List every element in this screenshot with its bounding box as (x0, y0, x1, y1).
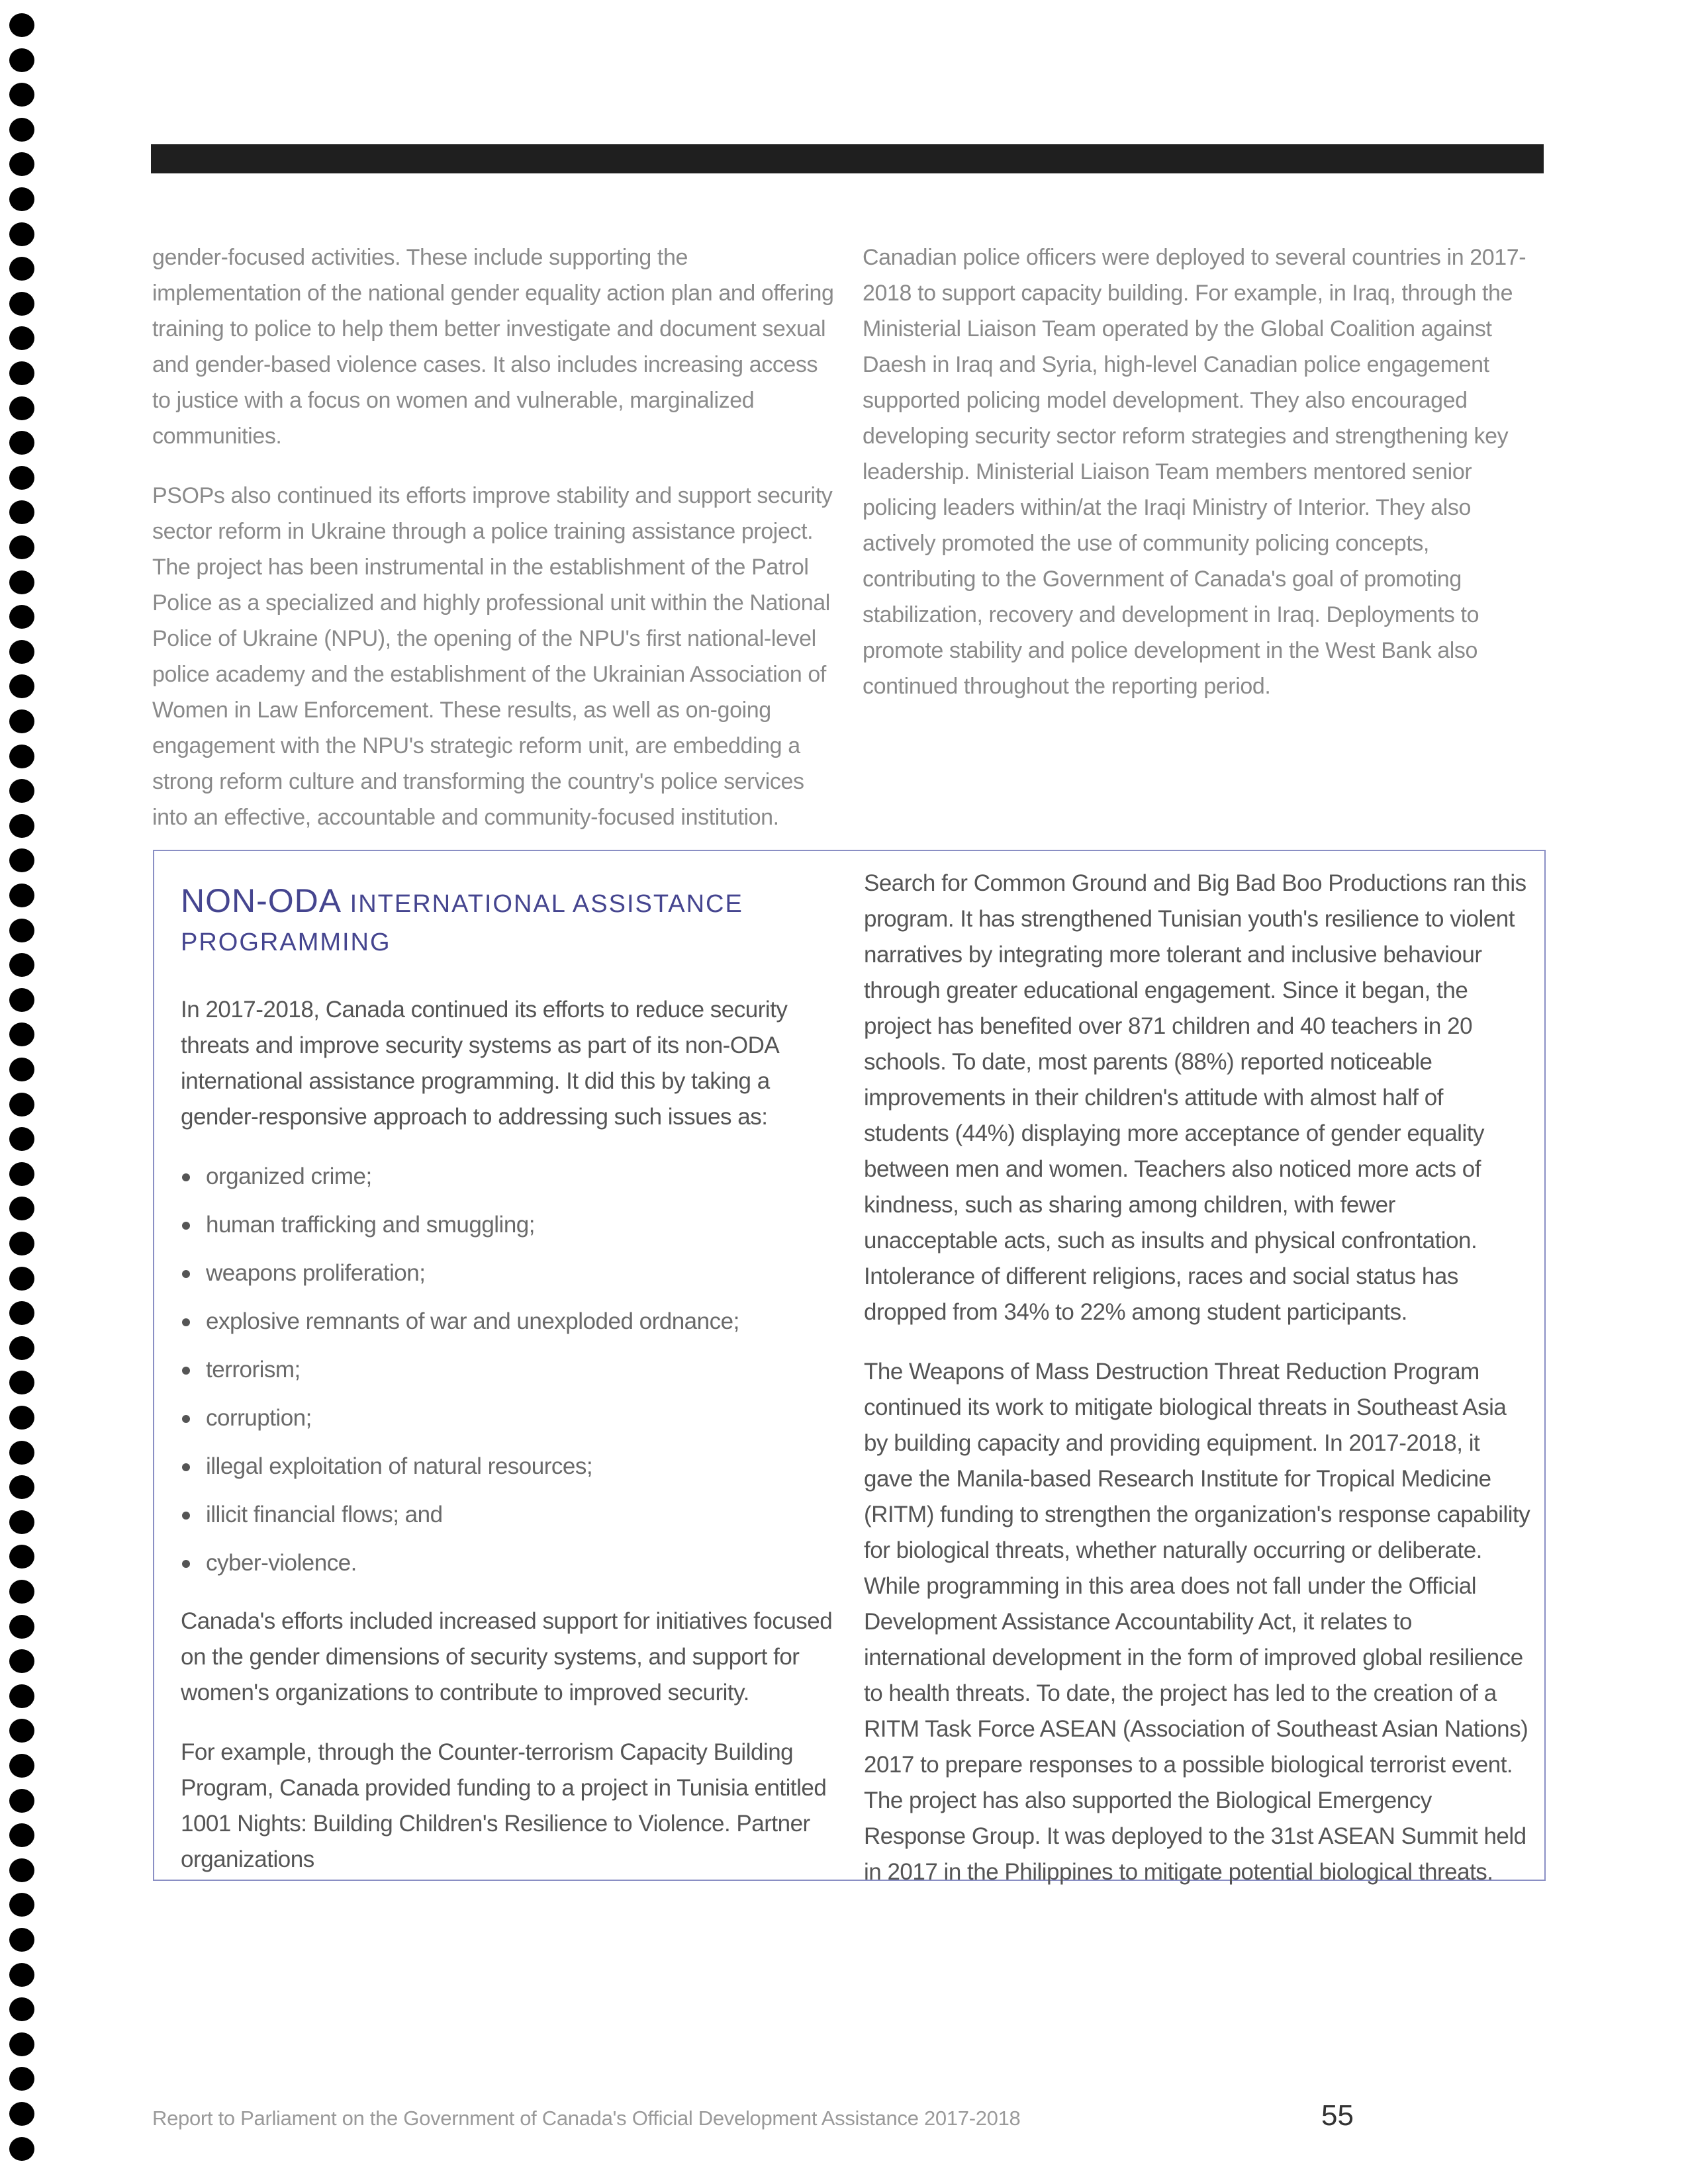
binding-hole-icon (9, 1754, 34, 1778)
binding-hole-icon (9, 1580, 34, 1604)
binding-hole-icon (9, 118, 34, 142)
binding-hole-icon (9, 1684, 34, 1708)
non-oda-sidebar-box (153, 850, 1546, 1885)
binding-hole-icon (9, 814, 34, 838)
binding-hole-icon (9, 1858, 34, 1882)
binding-hole-icon (9, 292, 34, 316)
paragraph: gender-focused activities. These include supporting the implementation of the national gender equality action plan and offering training to police to help them better investigate and document sexual and gender-based violence cases. It also includes increasing access to justice with a focus on women and vulnerable, marginalized communities. (152, 245, 834, 449)
footer-report-title: Report to Parliament on the Government of Canada's Official Development Assistance 2017-2018 (152, 2107, 1021, 2130)
binding-hole-icon (9, 2102, 34, 2126)
binding-hole-icon (9, 1545, 34, 1569)
binding-hole-icon (9, 1197, 34, 1220)
binding-hole-icon (9, 326, 34, 350)
binding-hole-icon (9, 709, 34, 733)
binding-hole-icon (9, 1127, 34, 1151)
binding-hole-icon (9, 2067, 34, 2091)
binding-hole-icon (9, 222, 34, 246)
box-left-text (181, 1604, 849, 1878)
binding-hole-icon (9, 187, 34, 211)
binding-hole-icon (9, 2032, 34, 2056)
binding-hole-icon (9, 1093, 34, 1116)
binding-hole-icon (9, 848, 34, 872)
binding-hole-icon (9, 1371, 34, 1394)
issues-list (181, 1159, 849, 1581)
binding-hole-icon (9, 1719, 34, 1743)
box-intro: In 2017-2018, Canada continued its efforts to reduce security threats and improve security systems as part of its non-ODA international assistance programming. It did this by taking a gender-responsive approach to addressing such issues as: (181, 997, 788, 1130)
binding-hole-icon (9, 919, 34, 942)
top-right-column (863, 240, 1544, 728)
binding-hole-icon (9, 1615, 34, 1639)
binding-hole-icon (9, 1232, 34, 1255)
binding-hole-icon (9, 745, 34, 768)
list-item: weapons proliferation; (181, 1255, 849, 1291)
binding-hole-icon (9, 1823, 34, 1847)
binding-hole-icon (9, 779, 34, 803)
binding-hole-icon (9, 1963, 34, 1987)
list-item: cyber-violence. (181, 1545, 849, 1581)
binding-hole-icon (9, 988, 34, 1012)
binding-hole-icon (9, 1997, 34, 2021)
box-intro-wrap (181, 992, 849, 1135)
header-bar (151, 144, 1544, 173)
binding-hole-icon (9, 1267, 34, 1291)
paragraph: For example, through the Counter-terrorism Capacity Building Program, Canada provided funding to a project in Tunisia entitled 1001 Nights: Building Children's Resilience to Violence. Partner organizations (181, 1739, 827, 1872)
binding-hole-icon (9, 2137, 34, 2161)
binding-hole-icon (9, 1475, 34, 1499)
binding-hole-icon (9, 674, 34, 698)
binding-hole-icon (9, 1162, 34, 1186)
binding-hole-icon (9, 1301, 34, 1325)
top-left-column (152, 240, 834, 859)
binding-hole-icon (9, 466, 34, 490)
box-title (181, 882, 849, 962)
binding-hole-icon (9, 640, 34, 664)
binding-hole-icon (9, 361, 34, 385)
binding-hole-icon (9, 396, 34, 420)
binding-hole-icon (9, 1893, 34, 1917)
box-title-rest: INTERNATIONAL ASSISTANCE PROGRAMMING (181, 890, 743, 956)
binding-hole-icon (9, 83, 34, 107)
binding-hole-icon (9, 1336, 34, 1360)
spiral-binding (9, 13, 36, 2171)
binding-hole-icon (9, 152, 34, 176)
binding-hole-icon (9, 1023, 34, 1046)
binding-hole-icon (9, 1789, 34, 1813)
list-item: illegal exploitation of natural resources; (181, 1449, 849, 1484)
box-title-initial: N (181, 882, 206, 919)
binding-hole-icon (9, 605, 34, 629)
binding-hole-icon (9, 1058, 34, 1081)
binding-hole-icon (9, 884, 34, 907)
page-number: 55 (1321, 2099, 1354, 2132)
list-item: explosive remnants of war and unexploded ordnance; (181, 1304, 849, 1340)
binding-hole-icon (9, 13, 34, 37)
paragraph: Search for Common Ground and Big Bad Boo Productions ran this program. It has strengthened Tunisian youth's resilience to violent narratives by integrating more tolerant and inclusive behaviour through greater educational engagement. Since it began, the project has benefited over 871 children and 40 teachers in 20 schools. To date, most parents (88%) reported noticeable improvements in their children's attitude with almost half of students (44%) displaying more acceptance of gender equality between men and women. Teachers also noticed more acts of kindness, such as sharing among children, with fewer unacceptable acts, such as insults and physical confrontation. Intolerance of different religions, races and social status has dropped from 34% to 22% among student participants. (864, 870, 1526, 1325)
binding-hole-icon (9, 48, 34, 72)
list-item: terrorism; (181, 1352, 849, 1388)
list-item: corruption; (181, 1400, 849, 1436)
list-item: human trafficking and smuggling; (181, 1207, 849, 1243)
paragraph: PSOPs also continued its efforts improve stability and support security sector reform in Ukraine through a police training assistance project. The project has been instrumental in the establishment of the Patrol Police as a specialized and highly professional unit within the National Police of Ukraine (NPU), the opening of the NPU's first national-level police academy and the establishment of the Ukrainian Association of Women in Law Enforcement. These results, as well as on-going engagement with the NPU's strategic reform unit, are embedding a strong reform culture and transforming the country's police services into an effective, accountable and community-focused institution. (152, 483, 833, 830)
binding-hole-icon (9, 1510, 34, 1534)
binding-hole-icon (9, 431, 34, 455)
binding-hole-icon (9, 1441, 34, 1465)
binding-hole-icon (9, 500, 34, 524)
binding-hole-icon (9, 570, 34, 594)
binding-hole-icon (9, 953, 34, 977)
box-right-column (864, 866, 1532, 1914)
binding-hole-icon (9, 1928, 34, 1952)
list-item: organized crime; (181, 1159, 849, 1195)
paragraph: The Weapons of Mass Destruction Threat Reduction Program continued its work to mitigate biological threats in Southeast Asia by building capacity and providing equipment. In 2017-2018, it gave the Manila-based Research Institute for Tropical Medicine (RITM) funding to strengthen the organization's response capability for biological threats, whether naturally occurring or deliberate. While programming in this area does not fall under the Official Development Assistance Accountability Act, it relates to international development in the form of improved global resilience to health threats. To date, the project has led to the creation of a RITM Task Force ASEAN (Association of Southeast Asian Nations) 2017 to prepare responses to a possible biological terrorist event. The project has also supported the Biological Emergency Response Group. It was deployed to the 31st ASEAN Summit held in 2017 in the Philippines to mitigate potential biological threats. (864, 1359, 1530, 1885)
paragraph: Canadian police officers were deployed to several countries in 2017-2018 to support capacity building. For example, in Iraq, through the Ministerial Liaison Team operated by the Global Coalition against Daesh in Iraq and Syria, high-level Canadian police engagement supported policing model development. They also encouraged developing security sector reform strategies and strengthening key leadership. Ministerial Liaison Team members mentored senior policing leaders within/at the Iraqi Ministry of Interior. They also actively promoted the use of community policing concepts, contributing to the Government of Canada's goal of promoting stabilization, recovery and development in Iraq. Deployments to promote stability and police development in the West Bank also continued throughout the reporting period. (863, 245, 1526, 699)
binding-hole-icon (9, 1649, 34, 1673)
box-title-abbr: ON-ODA (205, 882, 342, 919)
binding-hole-icon (9, 257, 34, 281)
binding-hole-icon (9, 535, 34, 559)
box-left-column (181, 882, 849, 1901)
binding-hole-icon (9, 1406, 34, 1430)
paragraph: Canada's efforts included increased support for initiatives focused on the gender dimensions of security systems, and support for women's organizations to contribute to improved security. (181, 1608, 833, 1706)
list-item: illicit financial flows; and (181, 1497, 849, 1533)
